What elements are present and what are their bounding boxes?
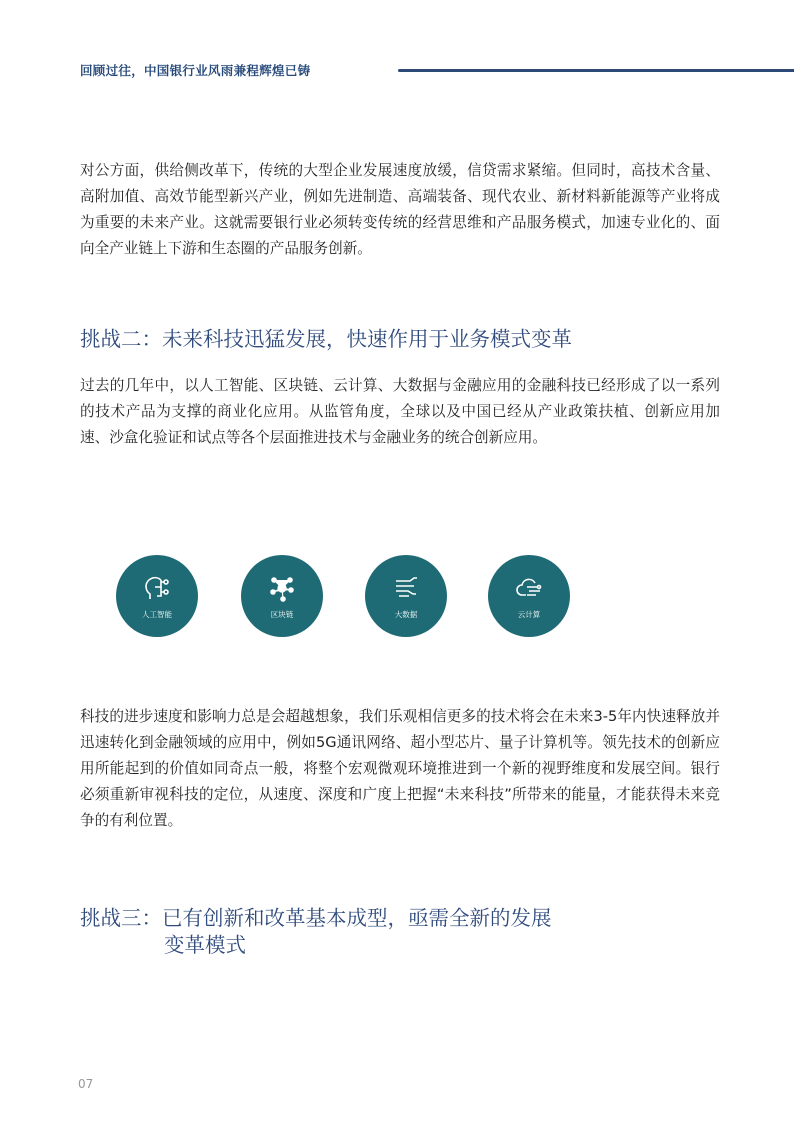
heading-challenge-3 <box>80 905 552 959</box>
heading-line-2: 变革模式 <box>164 933 246 957</box>
tech-label: 人工智能 <box>142 609 172 619</box>
tech-icons-row <box>0 555 794 637</box>
tech-label: 大数据 <box>394 609 418 619</box>
big-data-icon <box>391 573 421 603</box>
blockchain-icon <box>267 573 297 603</box>
tech-label: 云计算 <box>517 609 541 619</box>
tech-item-cloud <box>488 555 570 637</box>
tech-item-bigdata <box>365 555 447 637</box>
cloud-computing-icon <box>514 573 544 603</box>
tech-item-blockchain <box>241 555 323 637</box>
header-rule <box>398 69 794 72</box>
heading-line-1: 挑战三：已有创新和改革基本成型，亟需全新的发展 <box>80 906 552 930</box>
tech-label: 区块链 <box>270 609 294 619</box>
page-number: 07 <box>78 1077 94 1091</box>
running-header: 回顾过往，中国银行业风雨兼程辉煌已铸 <box>80 63 311 78</box>
paragraph-2: 过去的几年中，以人工智能、区块链、云计算、大数据与金融应用的金融科技已经形成了以一系列的技术产品为支撑的商业化应用。从监管角度，全球以及中国已经从产业政策扶植、创新应用加速、沙盒化验证和试点等各个层面推进技术与金融业务的统合创新应用。 <box>80 377 720 446</box>
tech-item-ai <box>116 555 198 637</box>
paragraph-3: 科技的进步速度和影响力总是会超越想象，我们乐观相信更多的技术将会在未来3-5年内快速释放并迅速转化到金融领域的应用中，例如5G通讯网络、超小型芯片、量子计算机等。领先技术的创新应用所能起到的价值如同奇点一般，将整个宏观微观环境推进到一个新的视野维度和发展空间。银行必须重新审视科技的定位，从速度、深度和广度上把握“未来科技”所带来的能量，才能获得未来竞争的有利位置。 <box>80 708 720 829</box>
heading-challenge-2: 挑战二：未来科技迅猛发展，快速作用于业务模式变革 <box>80 327 572 351</box>
ai-head-icon <box>142 573 172 603</box>
paragraph-1: 对公方面，供给侧改革下，传统的大型企业发展速度放缓，信贷需求紧缩。但同时，高技术含量、高附加值、高效节能型新兴产业，例如先进制造、高端装备、现代农业、新材料新能源等产业将成为重要的未来产业。这就需要银行业必须转变传统的经营思维和产品服务模式，加速专业化的、面向全产业链上下游和生态圈的产品服务创新。 <box>80 162 720 257</box>
